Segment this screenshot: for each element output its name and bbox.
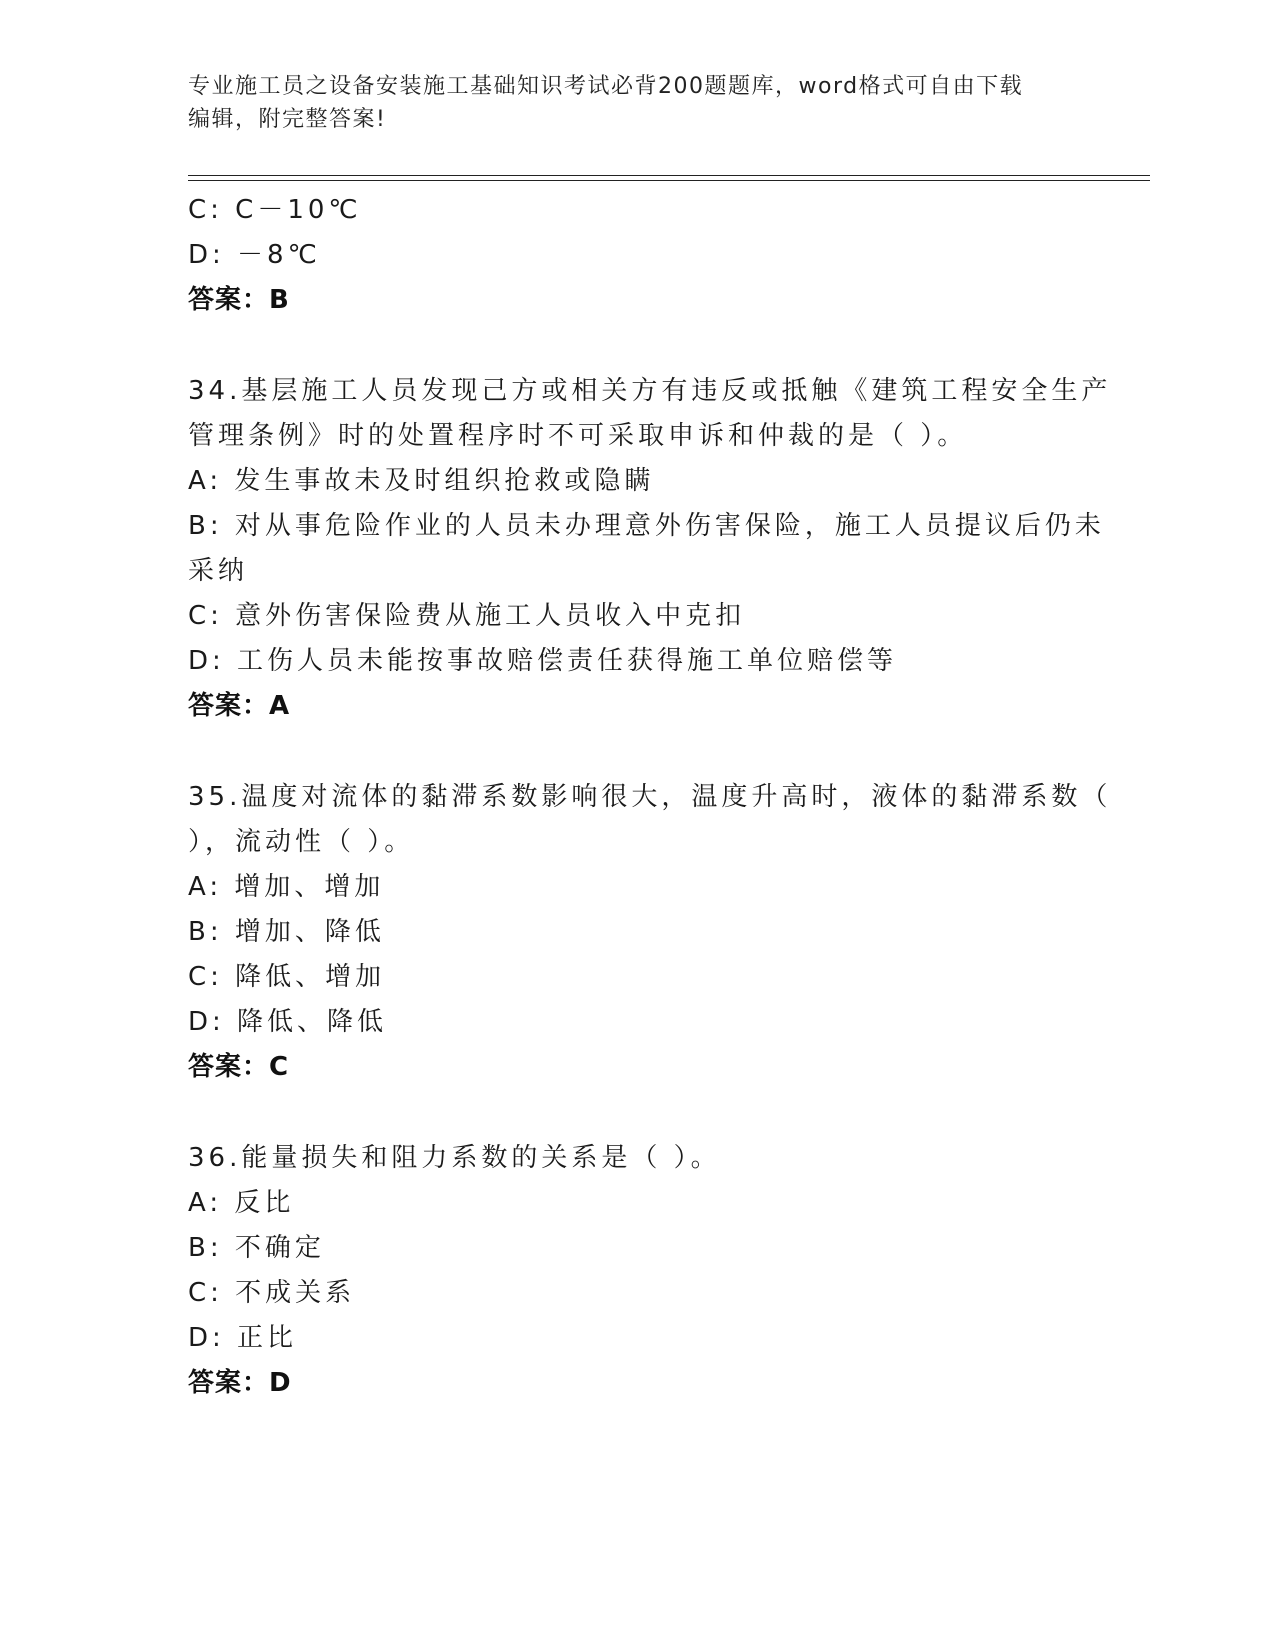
- question-stem-line-1: 34.基层施工人员发现己方或相关方有违反或抵触《建筑工程安全生产: [188, 376, 1112, 406]
- answer-label: 答案：A: [188, 691, 291, 721]
- answer-label: 答案：C: [188, 1052, 290, 1082]
- question-spacer: [188, 323, 1088, 369]
- option-d: D: －8℃: [188, 240, 321, 270]
- question-35: [188, 775, 1112, 1090]
- option-b-line-2: 采纳: [188, 556, 249, 586]
- option-d: D: 工伤人员未能按事故赔偿责任获得施工单位赔偿等: [188, 646, 898, 676]
- question-stem-line-2: 管理条例》时的处置程序时不可采取申诉和仲裁的是（ ）。: [188, 421, 968, 451]
- answer-label: 答案：B: [188, 285, 290, 315]
- option-c: C: 意外伤害保险费从施工人员收入中克扣: [188, 601, 746, 631]
- option-a: A: 反比: [188, 1188, 295, 1218]
- option-c: C: C－10℃: [188, 195, 362, 225]
- option-d: D: 降低、降低: [188, 1007, 388, 1037]
- question-34: [188, 369, 1112, 729]
- option-d: D: 正比: [188, 1323, 298, 1353]
- question-33-tail: [188, 188, 1088, 323]
- question-spacer: [188, 729, 1088, 775]
- question-stem-line-1: 35.温度对流体的黏滞系数影响很大，温度升高时，液体的黏滞系数（: [188, 782, 1112, 812]
- option-b: B: 不确定: [188, 1233, 325, 1263]
- question-stem-line-2: ），流动性（ ）。: [188, 827, 415, 857]
- header-title-line-2: 编辑，附完整答案!: [188, 107, 387, 132]
- option-c: C: 不成关系: [188, 1278, 356, 1308]
- question-list: [188, 188, 1112, 1406]
- header-divider-bottom: [188, 180, 1150, 181]
- answer-label: 答案：D: [188, 1368, 292, 1398]
- option-a: A: 发生事故未及时组织抢救或隐瞒: [188, 466, 655, 496]
- question-stem: 36.能量损失和阻力系数的关系是（ ）。: [188, 1143, 721, 1173]
- document-header: [188, 70, 1068, 136]
- header-divider-top: [188, 175, 1150, 176]
- option-c: C: 降低、增加: [188, 962, 386, 992]
- header-title-line-1: 专业施工员之设备安装施工基础知识考试必背200题题库，word格式可自由下载: [188, 74, 1024, 99]
- question-spacer: [188, 1090, 1088, 1136]
- option-b-line-1: B: 对从事危险作业的人员未办理意外伤害保险，施工人员提议后仍未: [188, 511, 1105, 541]
- option-b: B: 增加、降低: [188, 917, 385, 947]
- option-a: A: 增加、增加: [188, 872, 385, 902]
- question-36: [188, 1136, 1088, 1406]
